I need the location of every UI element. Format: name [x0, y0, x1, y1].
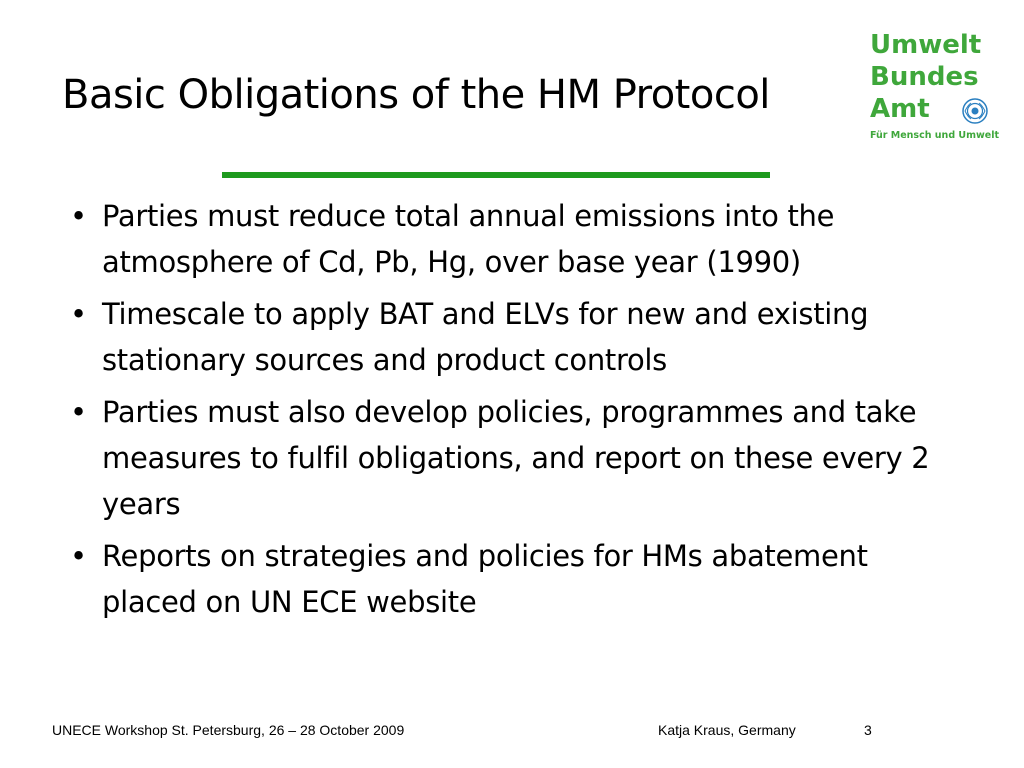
bullet-text: Parties must also develop policies, programmes and take measures to fulfil obligations, and report on these every 2 years — [102, 395, 930, 521]
logo-text-amt: Amt — [870, 94, 930, 124]
logo-tagline: Für Mensch und Umwelt — [870, 130, 1000, 141]
bullet-item — [62, 389, 942, 527]
bullet-list — [62, 193, 942, 631]
bullet-text: Parties must reduce total annual emissions into the atmosphere of Cd, Pb, Hg, over base year (1990) — [102, 199, 835, 279]
logo-text-bundes: Bundes — [870, 62, 979, 92]
bullet-marker: • — [70, 539, 87, 573]
logo-text-umwelt: Umwelt — [870, 30, 982, 60]
bullet-text: Reports on strategies and policies for HMs abatement placed on UN ECE website — [102, 539, 868, 619]
bullet-marker: • — [70, 297, 87, 331]
slide-title: Basic Obligations of the HM Protocol — [62, 72, 770, 118]
slide-number: 3 — [864, 722, 872, 738]
bullet-item — [62, 291, 942, 383]
bullet-text: Timescale to apply BAT and ELVs for new and existing stationary sources and product controls — [102, 297, 869, 377]
footer-event: UNECE Workshop St. Petersburg, 26 – 28 October 2009 — [52, 722, 405, 738]
bullet-item — [62, 533, 942, 625]
footer-author: Katja Kraus, Germany — [658, 722, 796, 738]
bullet-marker: • — [70, 395, 87, 429]
un-emblem-icon — [962, 98, 988, 124]
umweltbundesamt-logo — [870, 30, 1010, 150]
bullet-marker: • — [70, 199, 87, 233]
title-underline — [222, 172, 770, 178]
bullet-item — [62, 193, 942, 285]
